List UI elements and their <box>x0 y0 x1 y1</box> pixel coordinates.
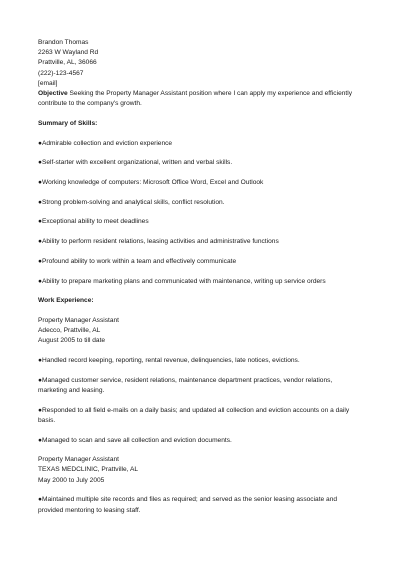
job-title: Property Manager Assistant <box>38 456 119 464</box>
bullet-icon: ● <box>38 406 42 414</box>
job-company: Adecco, Prattville, AL <box>38 327 101 335</box>
bullet-icon: ● <box>38 357 42 365</box>
list-item: ●Strong problem-solving and analytical skills, conflict resolution. <box>38 198 225 206</box>
job-entry <box>38 455 363 516</box>
contact-street: 2263 W Wayland Rd <box>38 49 99 57</box>
job-dates: August 2005 to till date <box>38 337 106 345</box>
job-entry <box>38 316 363 446</box>
experience-heading: Work Experience: <box>38 297 94 305</box>
list-item: ●Profound ability to work within a team and effectively communicate <box>38 257 237 265</box>
list-item: ●Self-starter with excellent organizational, written and verbal skills. <box>38 159 233 167</box>
bullet-icon: ● <box>38 277 42 285</box>
bullet-icon: ● <box>38 198 42 206</box>
job-dates: May 2000 to July 2005 <box>38 476 105 484</box>
skills-heading: Summary of Skills: <box>38 119 98 127</box>
bullet-icon: ● <box>38 257 42 265</box>
bullet-icon: ● <box>38 139 42 147</box>
list-item: ●Admirable collection and eviction experience <box>38 139 173 147</box>
contact-email: [email] <box>38 79 58 87</box>
contact-block <box>38 38 363 89</box>
list-item: ●Ability to prepare marketing plans and communicated with maintenance, writing up service orders <box>38 277 326 285</box>
bullet-icon: ● <box>38 159 42 167</box>
list-item: ●Exceptional ability to meet deadlines <box>38 218 149 226</box>
bullet-icon: ● <box>38 238 42 246</box>
bullet-icon: ● <box>38 436 42 444</box>
list-item: ●Managed to scan and save all collection and eviction documents. <box>38 436 232 444</box>
objective-paragraph <box>38 89 363 109</box>
objective-text: Seeking the Property Manager Assistant position where I can apply my experience and efficiently contribute to the company's growth. <box>38 90 352 108</box>
bullet-icon: ● <box>38 179 42 187</box>
bullet-icon: ● <box>38 376 42 384</box>
resume-page <box>38 38 363 516</box>
list-item: ●Maintained multiple site records and files as required; and served as the senior leasing associate and provided mentoring to leasing staff. <box>38 496 338 514</box>
job-title: Property Manager Assistant <box>38 316 119 324</box>
objective-label: Objective <box>38 90 68 98</box>
job-company: TEXAS MEDCLINIC, Prattville, AL <box>38 466 139 474</box>
list-item: ●Responded to all field e-mails on a daily basis; and updated all collection and eviction accounts on a daily basis. <box>38 406 350 424</box>
contact-phone: (222)-123-4567 <box>38 69 84 77</box>
list-item: ●Managed customer service, resident relations, maintenance department practices, vendor relations, marketing and leasing. <box>38 376 333 394</box>
list-item: ●Working knowledge of computers: Microsoft Office Word, Excel and Outlook <box>38 179 264 187</box>
skills-list <box>38 139 363 287</box>
bullet-icon: ● <box>38 218 42 226</box>
bullet-icon: ● <box>38 496 42 504</box>
list-item: ●Handled record keeping, reporting, rental revenue, delinquencies, late notices, evictions. <box>38 357 300 365</box>
list-item: ●Ability to perform resident relations, leasing activities and administrative functions <box>38 238 279 246</box>
contact-name: Brandon Thomas <box>38 39 89 46</box>
contact-city: Prattville, AL, 36066 <box>38 59 97 67</box>
